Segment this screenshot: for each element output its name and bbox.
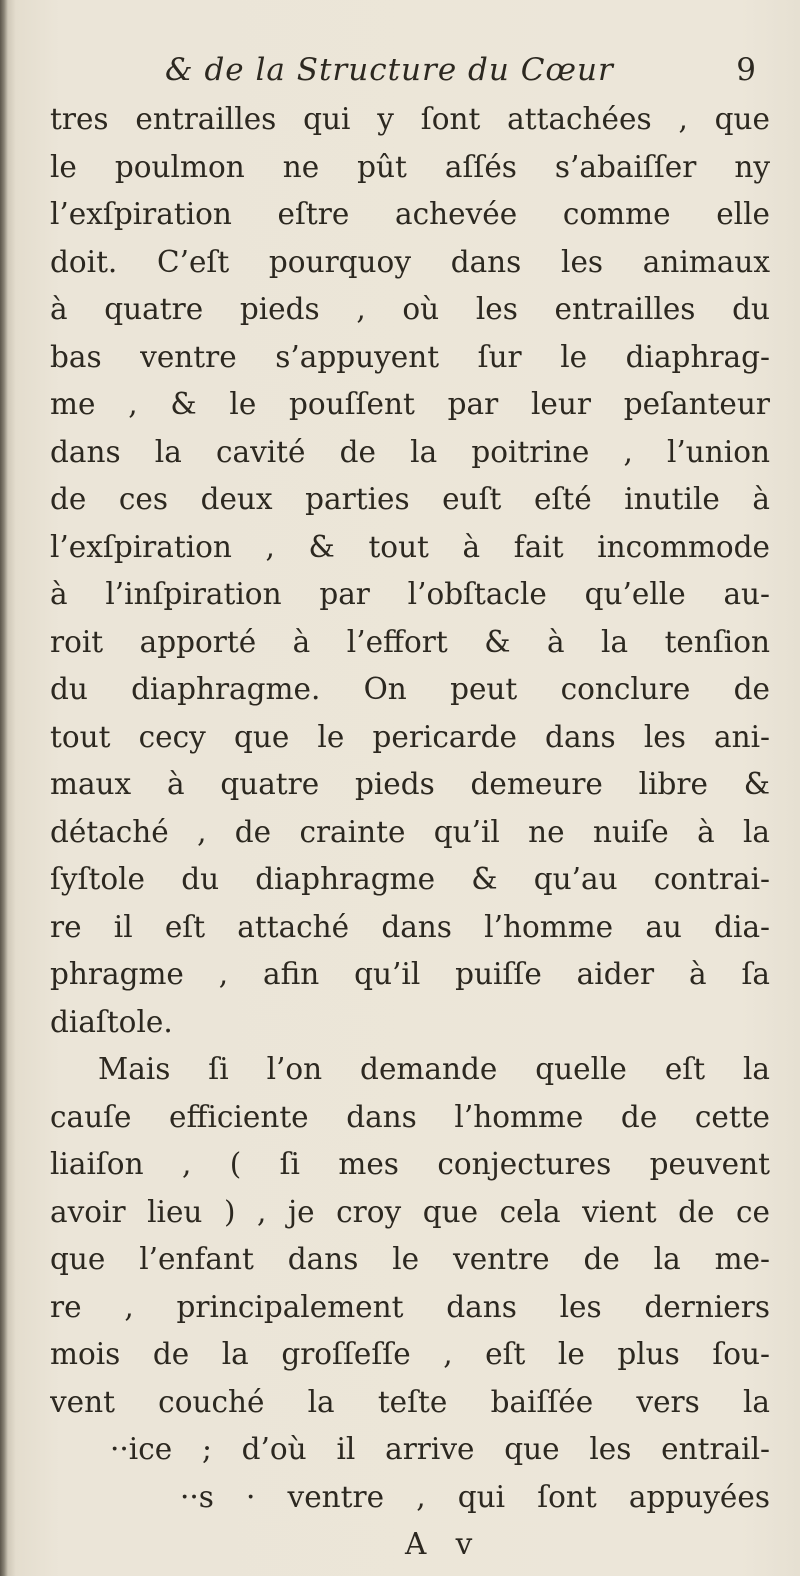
- text-line: cauſe efficiente dans l’homme de cette: [50, 1099, 770, 1134]
- text-line: phragme , afin qu’il puiſſe aider à ſa: [50, 957, 770, 991]
- text-line: le poulmon ne pût aſſés s’abaiſſer ny: [50, 149, 770, 184]
- text-line: l’exſpiration eſtre achevée comme elle: [50, 197, 770, 231]
- text-line: l’exſpiration , & tout à fait incommode: [50, 529, 770, 564]
- text-line: bas ventre s’appuyent ſur le diaphrag-: [50, 339, 770, 374]
- text-line: liaiſon , ( ſi mes conjectures peuvent: [50, 1147, 770, 1181]
- text-line: re il eſt attaché dans l’homme au dia-: [50, 909, 770, 944]
- paragraph-2: [50, 1046, 770, 1521]
- text-block: [50, 44, 770, 1569]
- text-line: doit. C’eſt pourquoy dans les animaux: [50, 244, 770, 279]
- text-line: ſyſtole du diaphragme & qu’au contrai-: [50, 862, 770, 896]
- text-line: de ces deux parties euſt eſté inutile à: [50, 482, 770, 516]
- text-line: tres entrailles qui y ſont attachées , que: [50, 102, 770, 136]
- paragraph-1: [50, 96, 770, 1046]
- text-line: à l’inſpiration par l’obſtacle qu’elle au-: [50, 577, 770, 611]
- text-line: du diaphragme. On peut conclure de: [50, 672, 770, 706]
- text-line: avoir lieu ) , je croy que cela vient de ce: [50, 1194, 770, 1229]
- text-line: ··ice ; d’où il arrive que les entrail-: [110, 1432, 770, 1466]
- signature-mark: A v: [405, 1527, 483, 1561]
- text-line: me , & le pouſſent par leur peſanteur: [50, 387, 770, 421]
- text-line: que l’enfant dans le ventre de la me-: [50, 1242, 770, 1276]
- text-line: à quatre pieds , où les entrailles du: [50, 292, 770, 326]
- running-head: [50, 44, 770, 96]
- text-line: roit apporté à l’effort & à la tenſion: [50, 624, 770, 659]
- text-line: vent couché la teſte baiſſée vers la: [50, 1384, 770, 1419]
- text-line: mois de la groſſeſſe , eſt le plus ſou-: [50, 1337, 770, 1371]
- text-line: Mais ſi l’on demande quelle eſt la: [98, 1052, 770, 1086]
- text-line: re , principalement dans les derniers: [50, 1289, 770, 1324]
- text-line: tout cecy que le pericarde dans les ani-: [50, 719, 770, 754]
- text-line: dans la cavité de la poitrine , l’union: [50, 434, 770, 469]
- text-line: diaſtole.: [50, 1004, 173, 1039]
- text-line: ··s · ventre , qui ſont appuyées: [180, 1479, 770, 1514]
- page-number: 9: [736, 52, 756, 88]
- running-title: & de la Structure du Cœur: [165, 52, 614, 88]
- text-line: détaché , de crainte qu’il ne nuiſe à la: [50, 814, 770, 849]
- text-line: maux à quatre pieds demeure libre &: [50, 767, 770, 801]
